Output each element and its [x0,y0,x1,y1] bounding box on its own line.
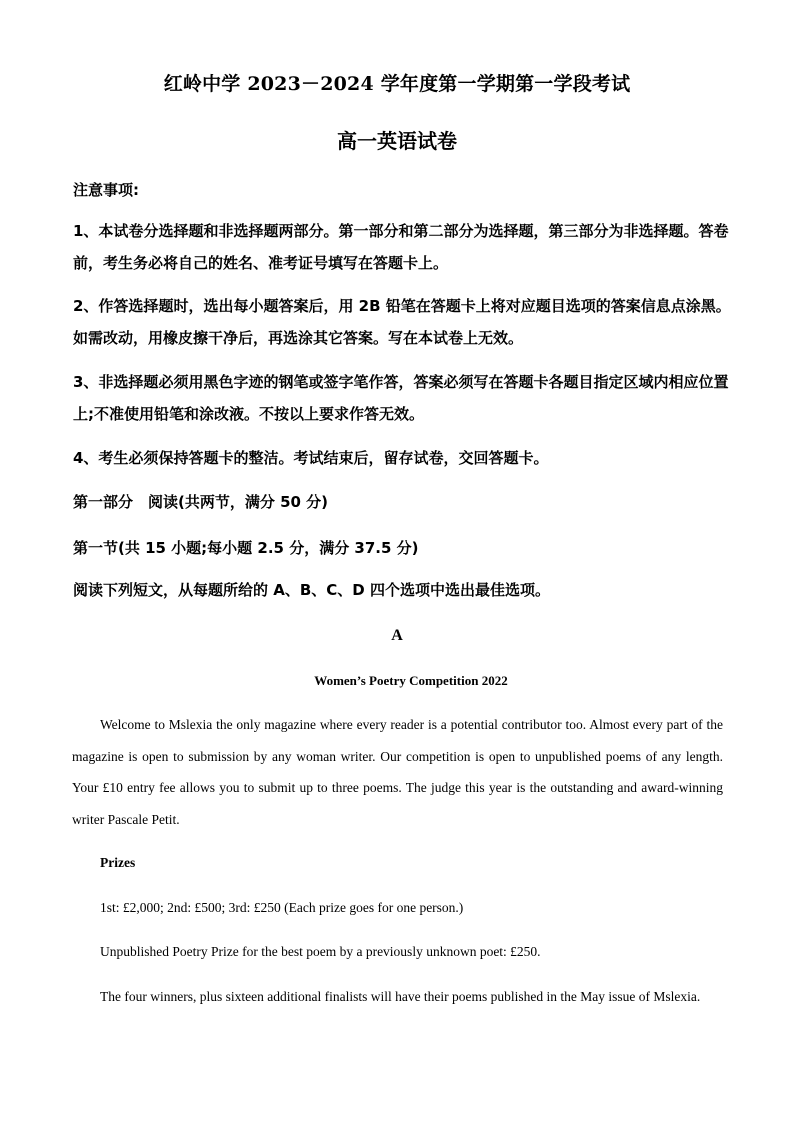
notice-item-3: 3、非选择题必须用黑色字迹的钢笔或签字笔作答，答案必须写在答题卡各题目指定区域内相应位置上;不准使用铅笔和涂改液。不按以上要求作答无效。 [73,373,729,423]
prize-line-3: The four winners, plus sixteen additional finalists will have their poems published in the May issue of Mslexia. [100,989,701,1004]
passage-intro: Welcome to Mslexia the only magazine where every reader is a potential contributor too. Almost every part of the magazine is open to submission by any woman writer. Our competition is open to unpublished poems of any length. Your £10 entry fee allows you to submit up to three poems. The judge this year is the outstanding and award-winning writer Pascale Petit. [72,717,723,827]
passage-letter: A [391,627,403,644]
notice-item-2: 2、作答选择题时，选出每小题答案后，用 2B 铅笔在答题卡上将对应题目选项的答案信息点涂黑。如需改动，用橡皮擦干净后，再选涂其它答案。写在本试卷上无效。 [73,297,731,347]
prize-line-1: 1st: £2,000; 2nd: £500; 3rd: £250 (Each prize goes for one person.) [100,900,464,915]
passage-title: Women’s Poetry Competition 2022 [314,673,508,688]
exam-subtitle: 高一英语试卷 [337,129,457,153]
prize-line-2: Unpublished Poetry Prize for the best poem by a previously unknown poet: £250. [100,944,541,959]
notice-item-1: 1、本试卷分选择题和非选择题两部分。第一部分和第二部分为选择题，第三部分为非选择题。答卷前，考生务必将自己的姓名、准考证号填写在答题卡上。 [73,222,729,272]
section-title: 第一节(共 15 小题;每小题 2.5 分，满分 37.5 分) [73,539,419,557]
exam-title: 红岭中学 2023－2024 学年度第一学期第一学段考试 [163,73,631,95]
part-title: 第一部分 阅读(共两节，满分 50 分) [73,493,329,511]
prizes-heading: Prizes [100,855,136,870]
notice-item-4: 4、考生必须保持答题卡的整洁。考试结束后，留存试卷，交回答题卡。 [73,449,549,467]
notice-heading: 注意事项: [73,181,139,199]
reading-instruction: 阅读下列短文，从每题所给的 A、B、C、D 四个选项中选出最佳选项。 [73,581,550,599]
